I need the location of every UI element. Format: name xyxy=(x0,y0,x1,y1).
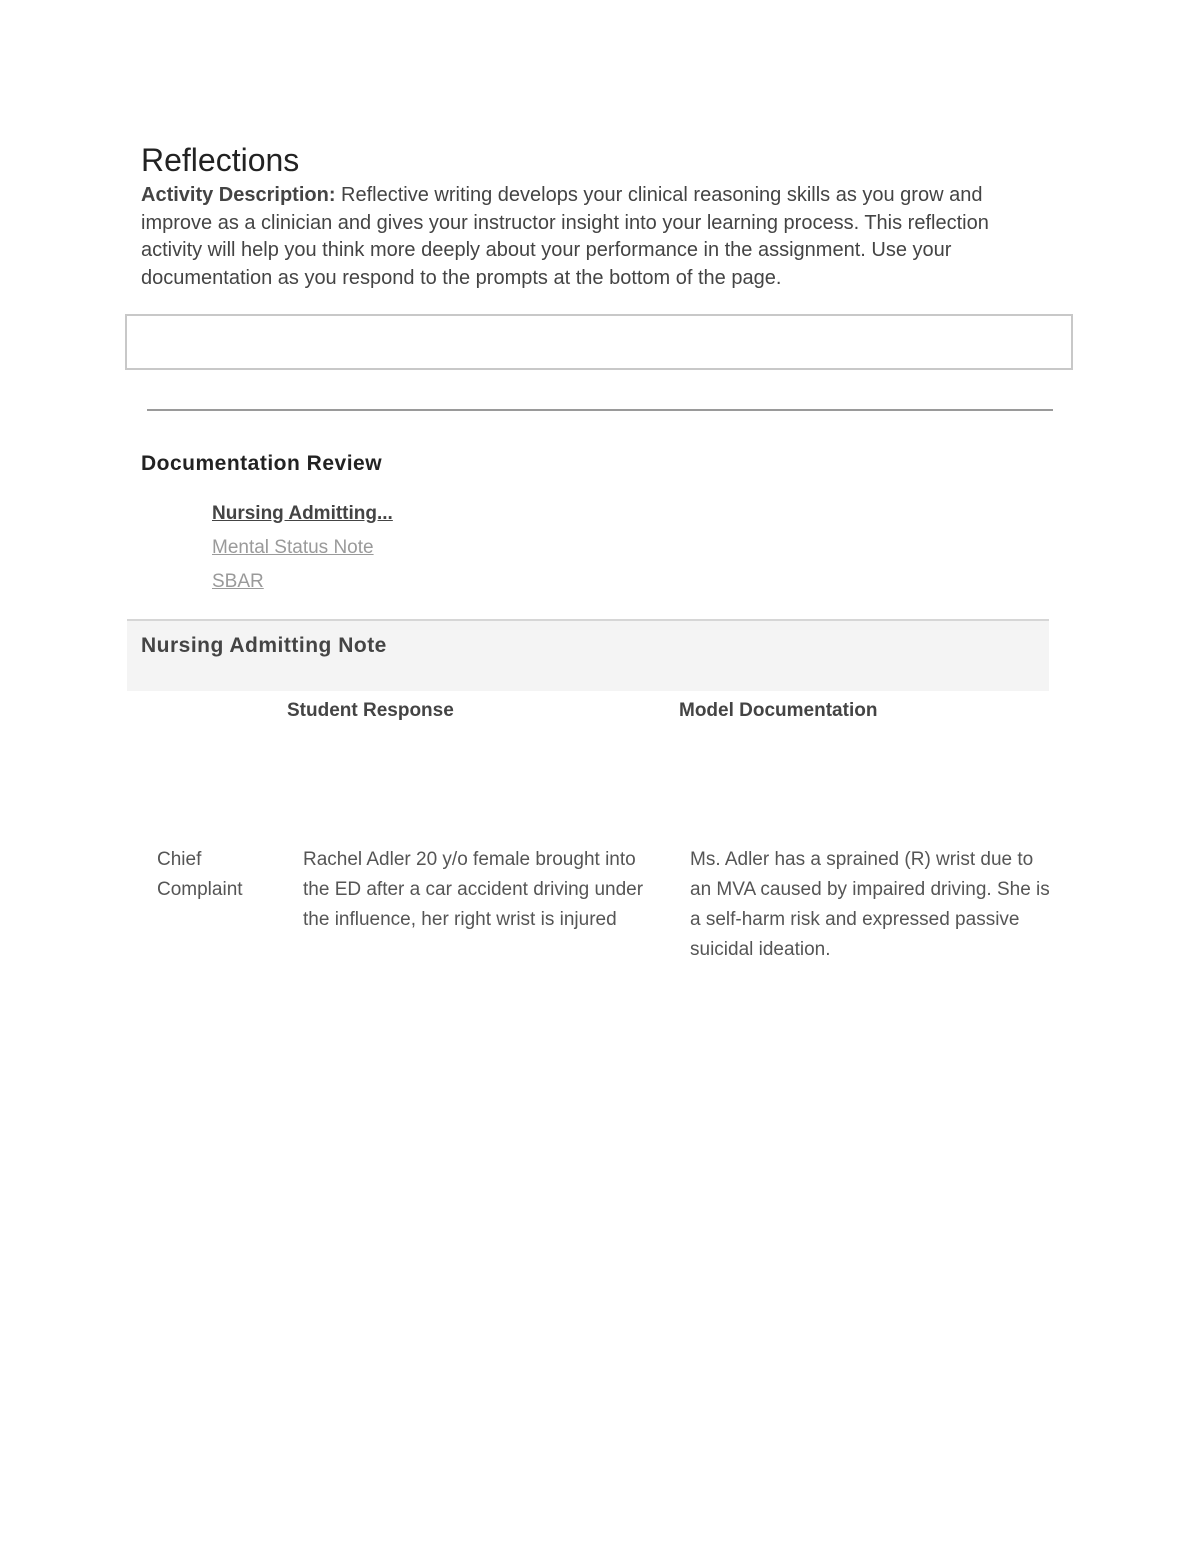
empty-content-box xyxy=(125,314,1073,370)
doc-link-item xyxy=(212,534,393,568)
activity-description-label: Activity Description: xyxy=(141,184,336,206)
mental-status-note-link[interactable]: Mental Status Note xyxy=(212,537,374,558)
activity-description-text: Reflective writing develops your clinical reasoning skills as you grow and improve as a clinician and gives your instructor insight into your learning process. This reflection activity will help you think more deeply about your performance in the assignment. Use your documentation as you respond to the prompts at the bottom of the page. xyxy=(141,184,989,289)
section-divider xyxy=(147,409,1053,411)
student-response-cell: Rachel Adler 20 y/o female brought into the ED after a car accident driving under the influence, her right wrist is injured xyxy=(303,849,644,930)
nursing-note-title: Nursing Admitting Note xyxy=(141,634,387,657)
page-title: Reflections xyxy=(141,142,300,178)
documentation-links xyxy=(212,500,393,602)
student-response-column-header: Student Response xyxy=(287,700,454,721)
doc-link-item xyxy=(212,568,393,602)
model-documentation-cell: Ms. Adler has a sprained (R) wrist due to an MVA caused by impaired driving. She is a self-harm risk and expressed passive suicidal ideation. xyxy=(690,849,1050,960)
nursing-note-header xyxy=(127,619,1049,691)
doc-link-item xyxy=(212,500,393,534)
model-documentation-column-header: Model Documentation xyxy=(679,700,878,721)
row-label-chief-complaint: Chief Complaint xyxy=(157,849,243,900)
documentation-review-heading: Documentation Review xyxy=(141,452,383,475)
activity-description xyxy=(141,182,1041,292)
sbar-link[interactable]: SBAR xyxy=(212,571,264,592)
nursing-admitting-link[interactable]: Nursing Admitting... xyxy=(212,503,393,524)
